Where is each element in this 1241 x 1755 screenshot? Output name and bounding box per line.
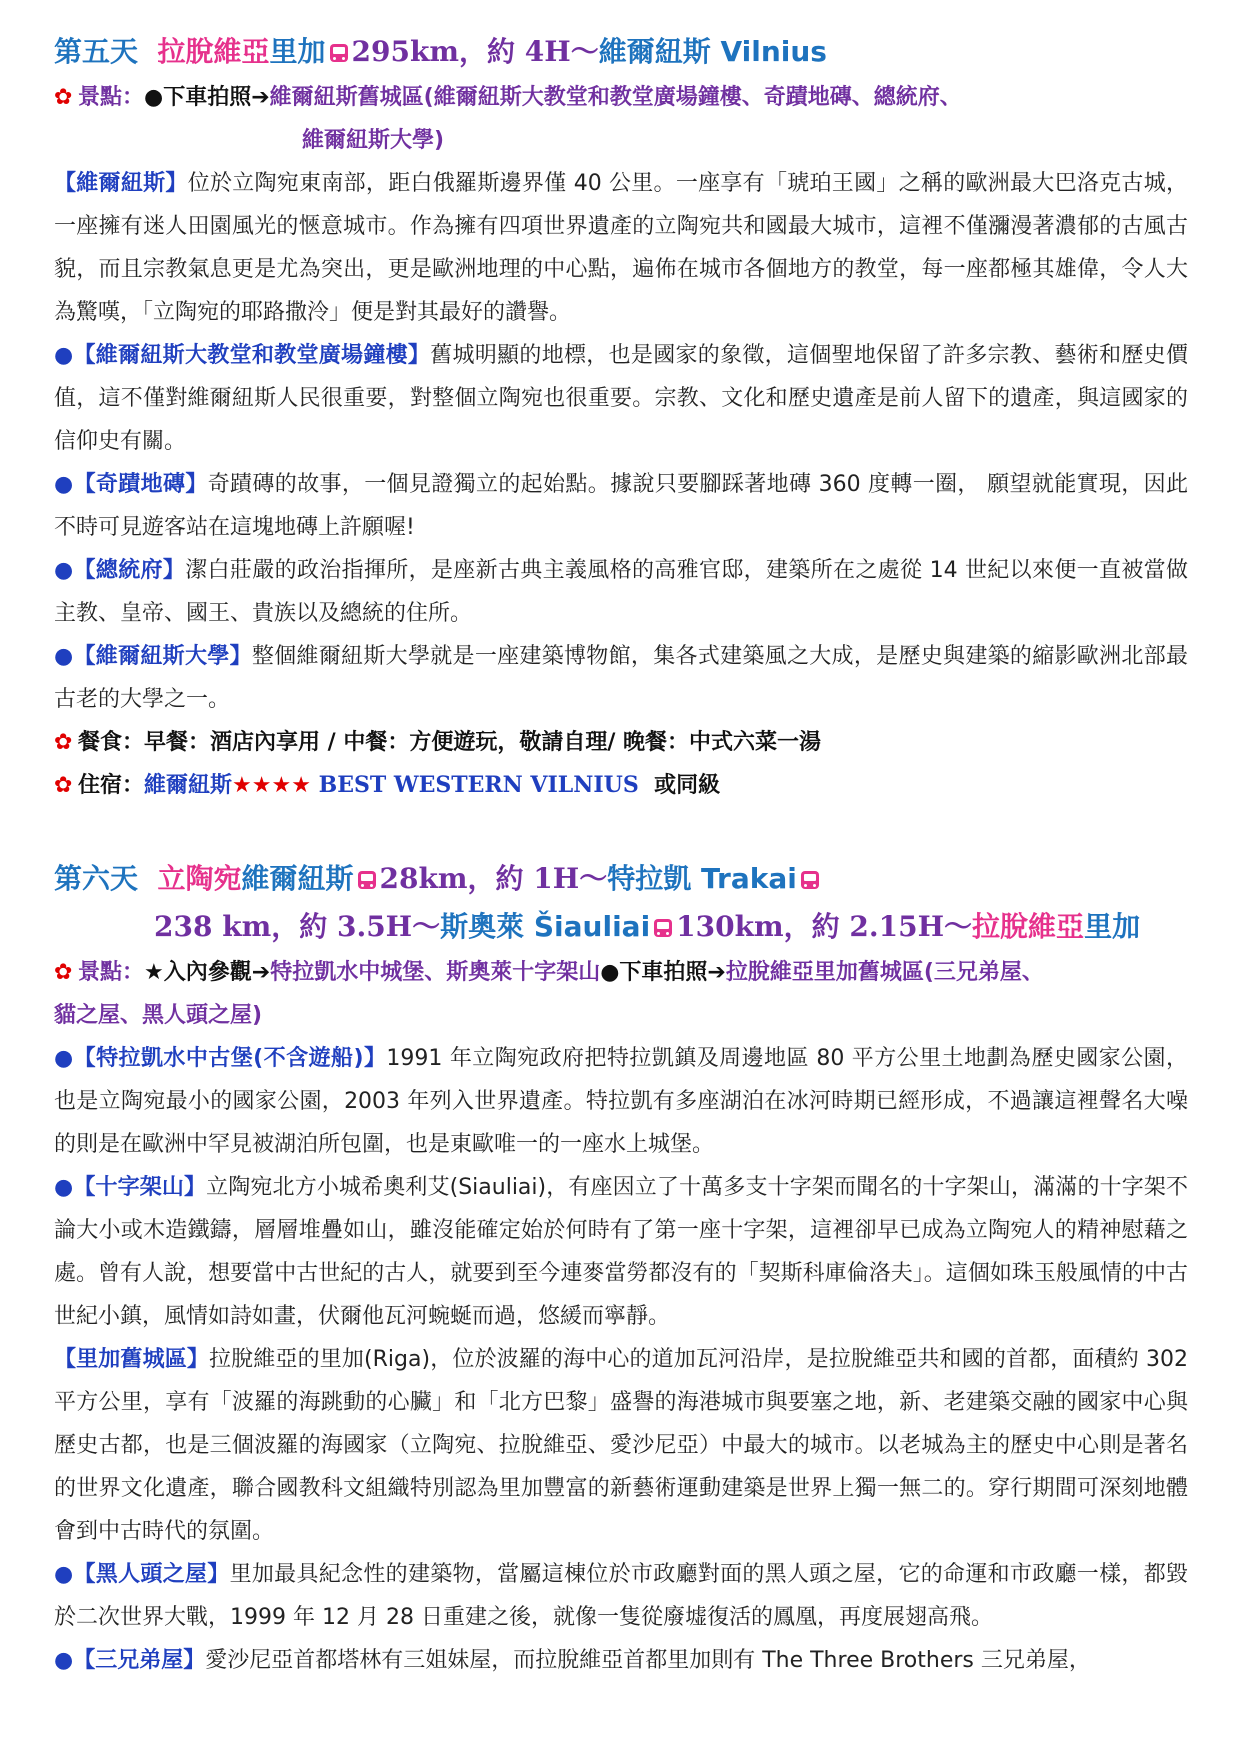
item-text: 拉脫維亞的里加(Riga)，位於波羅的海中心的道加瓦河沿岸，是拉脫維亞共和國的首都，面積約 302 平方公里，享有「波羅的海跳動的心臟」和「北方巴黎」盛譽的海港城市與要塞之地，新、老建築交融的國家中心與歷史古都，也是三個波羅的海國家（立陶宛、拉脫維亞、愛沙尼亞）中最大的城市。以老城為主的歷史中心則是著名的世界文化遺產，聯合國教科文組織特別認為里加豐富的新藝術運動建築是世界上獨一無二的。穿行期間可深刻地體會到中古時代的氛圍。: [54, 1347, 1188, 1544]
itinerary-page: [54, 28, 1188, 1682]
day5-intro-text: 位於立陶宛東南部，距白俄羅斯邊界僅 40 公里。一座享有「琥珀王國」之稱的歐洲最大巴洛克古城，一座擁有迷人田園風光的愜意城市。作為擁有四項世界遺產的立陶宛共和國最大城市，這裡不僅瀰漫著濃郁的古風古貌，而且宗教氣息更是尤為突出，更是歐洲地理的中心點，遍佈在城市各個地方的教堂，每一座都極其雄偉，令人大為驚嘆，「立陶宛的耶路撒泠」便是對其最好的讚譽。: [54, 171, 1188, 325]
day5-day-label: 第五天: [54, 35, 139, 68]
item-text: 里加最具紀念性的建築物，當屬這棟位於市政廳對面的黑人頭之屋，它的命運和市政廳一樣，都毀於二次世界大戰，1999 年 12 月 28 日重建之後，就像一隻從廢墟復活的鳳凰，再度展翅高飛。: [54, 1562, 1188, 1630]
item-text: 愛沙尼亞首都塔林有三姐妹屋，而拉脫維亞首都里加則有 The Three Brothers 三兄弟屋，: [205, 1648, 1091, 1673]
day5-item-cathedral: [54, 334, 1188, 463]
day6-sights-label: 景點：: [78, 960, 145, 985]
day5-hotel-city: 維爾紐斯: [144, 773, 233, 798]
item-text: 舊城明顯的地標，也是國家的象徵，這個聖地保留了許多宗教、藝術和歷史價值，這不僅對維爾紐斯人民很重要，對整個立陶宛也很重要。宗教、文化和歷史遺產是前人留下的遺產，與這國家的信仰史有關。: [54, 343, 1188, 454]
bus-icon: [330, 44, 348, 62]
day5-sights-label: 景點：: [78, 85, 145, 110]
item-keyword: 【三兄弟屋】: [73, 1648, 206, 1673]
day6-sights-list-2: 拉脫維亞里加舊城區(三兄弟屋、: [725, 960, 1044, 985]
day5-from-country: 拉脫維亞: [157, 35, 270, 68]
flower-icon: ✿: [54, 85, 73, 110]
flower-icon: ✿: [54, 773, 73, 798]
day6-sights: [54, 951, 1188, 994]
item-keyword: 【奇蹟地磚】: [73, 472, 208, 497]
day5-meals-text: 餐食：早餐：酒店內享用 / 中餐：方便遊玩，敬請自理/ 晚餐：中式六菜一湯: [78, 730, 822, 755]
day6-item-riga-old-town: [54, 1338, 1188, 1553]
day5-from-city: 里加: [269, 35, 326, 68]
item-text: 奇蹟磚的故事，一個見證獨立的起始點。據說只要腳踩著地磚 360 度轉一圈， 願望就能實現，因此不時可見遊客站在這塊地磚上許願喔!: [54, 472, 1188, 540]
day6-sights-list-1: 特拉凱水中城堡、斯奧萊十字架山: [270, 960, 601, 985]
day5-intro: [54, 162, 1188, 334]
item-keyword: 【里加舊城區】: [54, 1347, 210, 1372]
day6-day-label: 第六天: [54, 862, 139, 895]
day6-title-cont: [54, 903, 1188, 951]
day6-route-3: 130km，約 2.15H～: [676, 910, 973, 943]
day5-intro-keyword: 【維爾紐斯】: [54, 171, 188, 196]
bullet-icon: ●: [54, 644, 74, 669]
star-rating-icon: ★★★★: [232, 773, 311, 798]
day6-title: [54, 855, 1188, 903]
day5-item-presidential-palace: [54, 549, 1188, 635]
item-text: 1991 年立陶宛政府把特拉凱鎮及周邊地區 80 平方公里土地劃為歷史國家公園，也是立陶宛最小的國家公園，2003 年列入世界遺產。特拉凱有多座湖泊在冰河時期已經形成，不過讓這裡聲名大噪的則是在歐洲中罕見被湖泊所包圍，也是東歐唯一的一座水上城堡。: [54, 1046, 1188, 1157]
bus-icon: [358, 871, 376, 889]
bullet-icon: ●: [54, 1046, 74, 1071]
day6-sights-mode-1: ★入內參觀➔: [144, 960, 271, 985]
day6-item-hill-of-crosses: [54, 1166, 1188, 1338]
day5-title: [54, 28, 1188, 76]
day5-sights-cont: [54, 119, 1188, 162]
day6-item-three-brothers: [54, 1639, 1188, 1682]
day5-route: 295km，約 4H～: [351, 35, 599, 68]
bullet-icon: ●: [54, 1648, 74, 1673]
item-keyword: 【總統府】: [73, 558, 186, 583]
day6-stop-2: 斯奧萊 Šiauliai: [440, 910, 651, 943]
day6-stop-1: 特拉凱 Trakai: [607, 862, 797, 895]
day5-meals: [54, 721, 1188, 764]
day6-route-1: 28km，約 1H～: [379, 862, 608, 895]
item-text: 整個維爾紐斯大學就是一座建築博物館，集各式建築風之大成，是歷史與建築的縮影歐洲北部最古老的大學之一。: [54, 644, 1188, 712]
day6-item-trakai-castle: [54, 1037, 1188, 1166]
bullet-icon: ●: [54, 343, 74, 368]
item-keyword: 【特拉凱水中古堡(不含遊船)】: [73, 1046, 387, 1071]
day5-sights: [54, 76, 1188, 119]
day6-from-country: 立陶宛: [157, 862, 242, 895]
day5-sights-list-1: 維爾紐斯舊城區(維爾紐斯大教堂和教堂廣場鐘樓、奇蹟地磚、總統府、: [269, 85, 962, 110]
item-text: 潔白莊嚴的政治指揮所，是座新古典主義風格的高雅官邸，建築所在之處從 14 世紀以來便一直被當做主教、皇帝、國王、貴族以及總統的住所。: [54, 558, 1188, 626]
bullet-icon: ●: [54, 1562, 74, 1587]
day6-item-house-of-blackheads: [54, 1553, 1188, 1639]
day6-sights-cont: [54, 994, 1188, 1037]
day6-sights-mode-2: ●下車拍照➔: [600, 960, 726, 985]
day6-sights-list-2-cont: 貓之屋、黑人頭之屋): [54, 1003, 263, 1028]
day6-from-city: 維爾紐斯: [241, 862, 354, 895]
day5-hotel-suffix: 或同級: [654, 773, 721, 798]
day5-item-miracle-tile: [54, 463, 1188, 549]
bus-icon: [801, 871, 819, 889]
bullet-icon: ●: [54, 558, 74, 583]
day5-sights-mode: ●下車拍照➔: [144, 85, 270, 110]
flower-icon: ✿: [54, 730, 73, 755]
item-keyword: 【維爾紐斯大教堂和教堂廣場鐘樓】: [73, 343, 431, 368]
day6-to-city: 里加: [1084, 910, 1141, 943]
day5-destination: 維爾紐斯 Vilnius: [598, 35, 827, 68]
day6-route-2: 238 km，約 3.5H～: [154, 910, 441, 943]
day5-hotel: [54, 764, 1188, 807]
day5-hotel-label: 住宿：: [78, 773, 145, 798]
item-keyword: 【黑人頭之屋】: [73, 1562, 230, 1587]
day6-to-country: 拉脫維亞: [972, 910, 1085, 943]
flower-icon: ✿: [54, 960, 73, 985]
item-keyword: 【十字架山】: [73, 1175, 207, 1200]
bullet-icon: ●: [54, 472, 74, 497]
bus-icon: [654, 919, 672, 937]
item-text: 立陶宛北方小城希奧利艾(Siauliai)，有座因立了十萬多支十字架而聞名的十字架山，滿滿的十字架不論大小或木造鐵鑄，層層堆疊如山，雖沒能確定始於何時有了第一座十字架，這裡卻早已成為立陶宛人的精神慰藉之處。曾有人說，想要當中古世紀的古人，就要到至今連麥當勞都沒有的「契斯科庫倫洛夫」。這個如珠玉般風情的中古世紀小鎮，風情如詩如畫，伏爾他瓦河蜿蜒而過，悠緩而寧靜。: [54, 1175, 1188, 1329]
day5-hotel-name: BEST WESTERN VILNIUS: [318, 772, 639, 798]
item-keyword: 【維爾紐斯大學】: [73, 644, 252, 669]
day5-sights-list-2: 維爾紐斯大學): [302, 128, 445, 153]
day5-item-university: [54, 635, 1188, 721]
bullet-icon: ●: [54, 1175, 74, 1200]
